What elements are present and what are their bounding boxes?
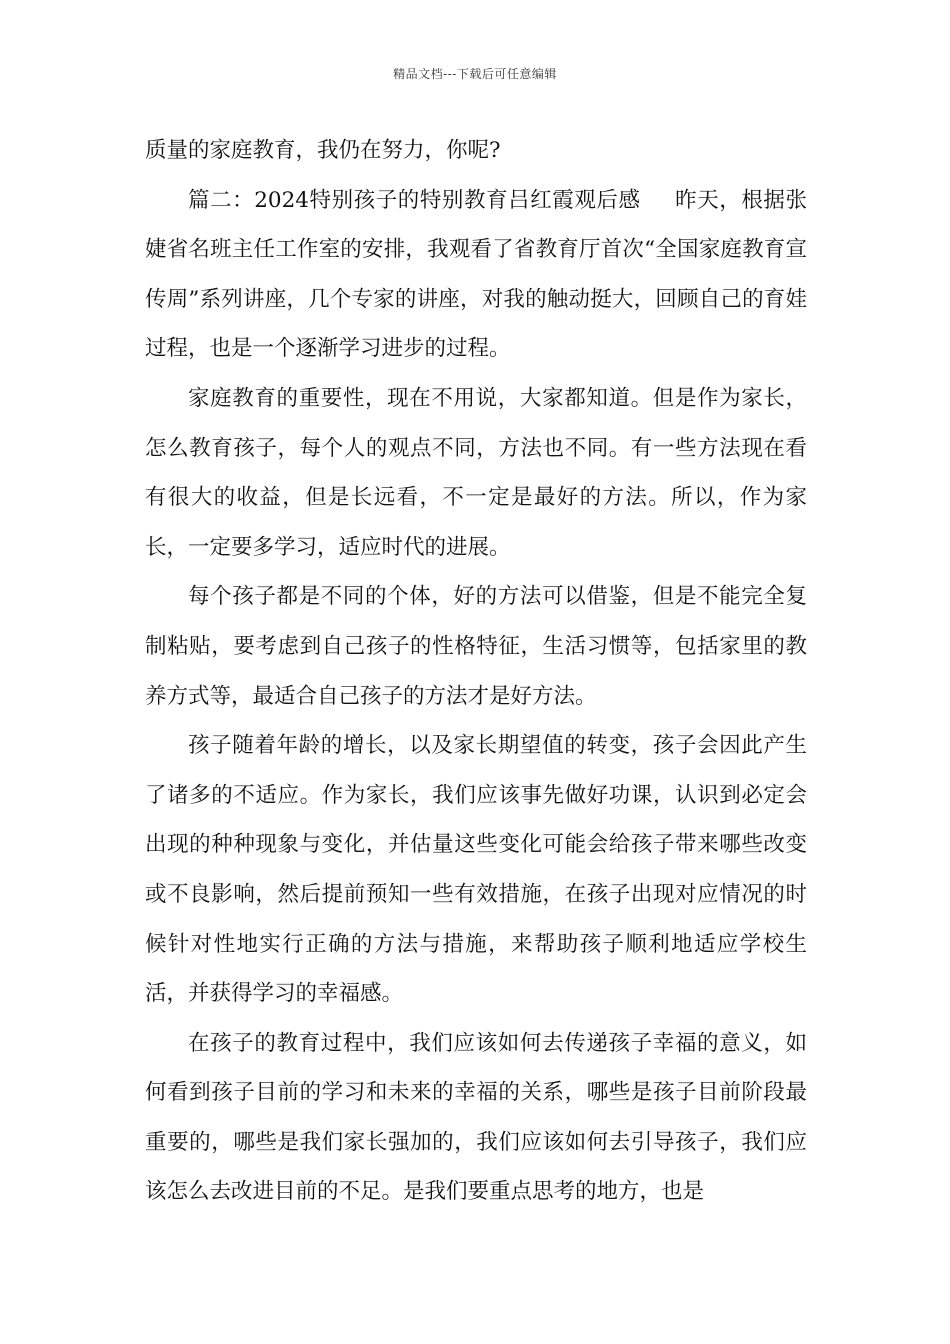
paragraph-individuality: 每个孩子都是不同的个体，好的方法可以借鉴，但是不能完全复制粘贴，要考虑到自己孩子的性格特征，生活习惯等，包括家里的教养方式等，最适合自己孩子的方法才是好方法。 [145,584,807,709]
section-two-text: 昨天，根据张婕省名班主任工作室的安排，我观看了省教育厅首次“全国家庭教育宣传周”系列讲座，几个专家的讲座，对我的触动挺大，回顾自己的育娃过程，也是一个逐渐学习进步的过程。 [145,187,807,362]
paragraph-section-two [145,176,807,374]
paragraph-happiness: 在孩子的教育过程中，我们应该如何去传递孩子幸福的意义，如何看到孩子目前的学习和未来的幸福的关系，哪些是孩子目前阶段最重要的，哪些是我们家长强加的，我们应该如何去引导孩子，我们应该怎么去改进目前的不足。是我们要重点思考的地方，也是 [145,1030,807,1205]
paragraph-importance: 家庭教育的重要性，现在不用说，大家都知道。但是作为家长，怎么教育孩子，每个人的观点不同，方法也不同。有一些方法现在看有很大的收益，但是长远看，不一定是最好的方法。所以，作为家长，一定要多学习，适应时代的进展。 [145,385,807,560]
page-header: 精品文档---下载后可任意编辑 [393,67,557,81]
paragraph-growth: 孩子随着年龄的增长，以及家长期望值的转变，孩子会因此产生了诸多的不适应。作为家长，我们应该事先做好功课，认识到必定会出现的种种现象与变化，并估量这些变化可能会给孩子带来哪些改变或不良影响，然后提前预知一些有效措施，在孩子出现对应情况的时候针对性地实行正确的方法与措施，来帮助孩子顺利地适应学校生活，并获得学习的幸福感。 [145,733,807,1007]
section-two-title: 篇二：2024特别孩子的特别教育吕红霞观后感 [188,187,641,213]
paragraph-continuation: 质量的家庭教育，我仍在努力，你呢? [145,138,501,163]
document-body [145,126,807,1217]
